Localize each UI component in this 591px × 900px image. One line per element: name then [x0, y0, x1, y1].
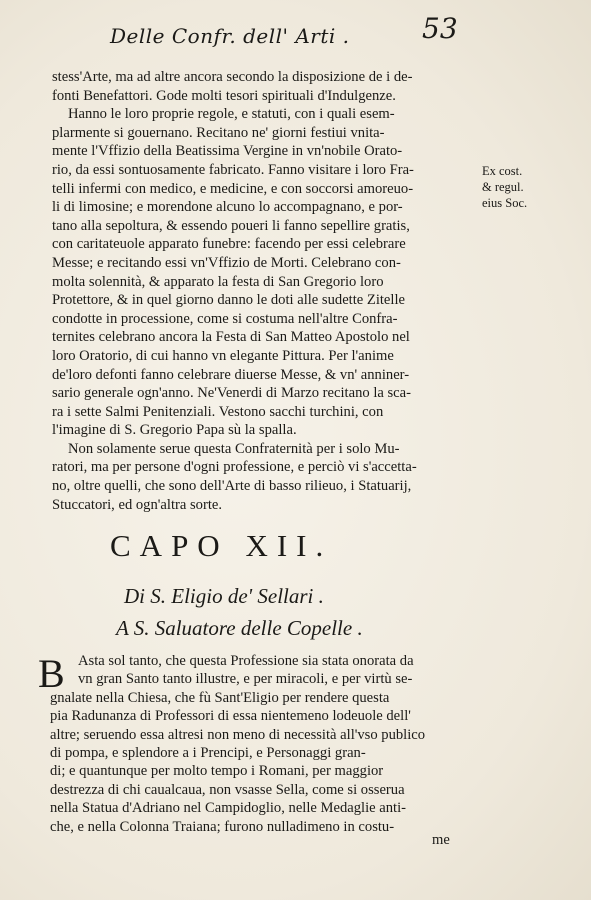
text-line: mente l'Vffizio della Beatissima Vergine in vn'nobile Orato-: [52, 143, 403, 160]
margin-note-line: Ex cost.: [482, 164, 523, 178]
text-line: nella Statua d'Adriano nel Campidoglio, nelle Medaglie anti-: [50, 800, 407, 817]
text-line: Hanno le loro proprie regole, e statuti, con i quali esem-: [68, 106, 395, 123]
text-line: vn gran Santo tanto illustre, e per miracoli, e per virtù se-: [78, 671, 413, 688]
page-header: [110, 10, 470, 58]
text-line: no, oltre quelli, che sono dell'Arte di basso rilieuo, i Statuarij,: [52, 478, 412, 495]
chapter-subtitle: A S. Saluatore delle Copelle .: [116, 616, 363, 640]
drop-cap: B: [38, 651, 65, 696]
text-line: destrezza di chi caualcaua, non vsasse Sella, come si osserua: [50, 781, 405, 798]
text-line: telli infermi con medico, e medicine, e con soccorsi amoreuo-: [52, 180, 414, 197]
margin-note: [482, 163, 570, 211]
running-head: Delle Confr. dell' Arti .: [110, 24, 350, 48]
text-line: rio, da essi sontuosamente fabricato. Fanno visitare i loro Fra-: [52, 161, 414, 178]
text-line: loro Oratorio, di cui hanno vn elegante Pittura. Per l'anime: [52, 347, 394, 364]
text-line: li di limosine; e morendone alcuno lo accompagnano, e por-: [52, 199, 403, 216]
margin-note-line: & regul.: [482, 180, 524, 194]
text-line: che, e nella Colonna Traiana; furono nulladimeno in costu-: [50, 818, 395, 835]
text-line: ra i sette Salmi Penitenziali. Vestono sacchi turchini, con: [52, 403, 384, 420]
text-line: condotte in processione, come si costuma nell'altre Confra-: [52, 310, 398, 327]
text-line: con caritateuole apparato funebre: facendo per essi celebrare: [52, 236, 406, 253]
text-line: gnalate nella Chiesa, che fù Sant'Eligio per rendere questa: [50, 689, 390, 706]
text-line: stess'Arte, ma ad altre ancora secondo la disposizione de i de-: [52, 69, 413, 85]
text-line: sario generale ogn'anno. Ne'Venerdi di Marzo recitano la sca-: [52, 385, 411, 402]
text-line: di; e quantunque per molto tempo i Romani, per maggior: [50, 763, 384, 780]
text-line: Messe; e recitando essi vn'Vffizio de Morti. Celebrano con-: [52, 254, 401, 271]
chapter-paragraph: [38, 652, 476, 836]
text-line: tano alla sepoltura, & essendo poueri li fanno sepellire gratis,: [52, 217, 410, 234]
text-line: Stuccatori, ed ogn'altra sorte.: [52, 496, 222, 513]
chapter-heading: CAPO XII.: [110, 528, 333, 563]
page-number: 53: [422, 12, 458, 45]
text-line: l'imagine di S. Gregorio Papa sù la spalla.: [52, 422, 297, 439]
margin-note-line: eius Soc.: [482, 196, 528, 210]
text-line: fonti Benefattori. Gode molti tesori spirituali d'Indulgenze.: [52, 87, 396, 104]
main-paragraph: [52, 68, 476, 514]
text-line: Non solamente serue questa Confraternità per i solo Mu-: [68, 440, 400, 457]
text-line: molta solennità, & apparato la festa di San Gregorio loro: [52, 273, 384, 290]
text-line: di pompa, e splendore a i Prencipi, e Personaggi gran-: [50, 745, 366, 762]
text-line: ratori, ma per persone d'ogni professione, e perciò vi s'accetta-: [52, 459, 417, 476]
text-line: de'loro defonti fanno celebrare diuerse Messe, & vn' anniner-: [52, 366, 410, 383]
text-line: pia Radunanza di Professori di essa nientemeno lodeuole dell': [50, 708, 411, 725]
text-line: ternites celebrano ancora la Festa di San Matteo Apostolo nel: [52, 329, 410, 346]
catchword: me: [432, 832, 450, 848]
text-line: Protettore, & in quel giorno danno le doti alle sudette Zitelle: [52, 292, 406, 309]
chapter-subtitle: Di S. Eligio de' Sellari .: [124, 584, 324, 608]
text-line: plarmente si gouernano. Recitano ne' giorni festiui vnita-: [52, 124, 385, 141]
text-line: altre; seruendo essa altresi non meno di necessità all'vso publico: [50, 726, 426, 743]
text-line: Asta sol tanto, che questa Professione sia stata onorata da: [78, 653, 414, 669]
